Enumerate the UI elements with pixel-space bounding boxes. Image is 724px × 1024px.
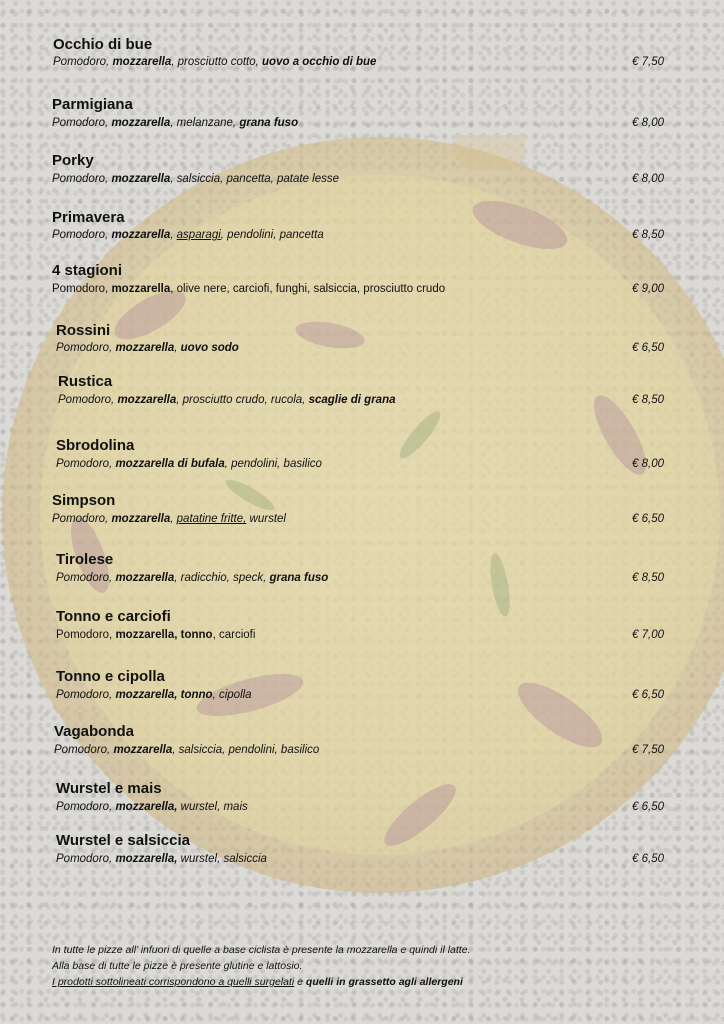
pizza-ingredients: Pomodoro, mozzarella, radicchio, speck, grana fuso — [56, 572, 329, 584]
pizza-name: Rustica — [58, 373, 113, 390]
pizza-price: € 9,00 — [632, 283, 664, 295]
pizza-name: Wurstel e mais — [56, 780, 162, 797]
allergen-notes — [52, 942, 470, 990]
pizza-name: Occhio di bue — [53, 36, 153, 53]
pizza-ingredients: Pomodoro, mozzarella, tonno, cipolla — [56, 689, 252, 701]
pizza-ingredients: Pomodoro, mozzarella di bufala, pendolini, basilico — [56, 458, 322, 470]
note-gluten: Alla base di tutte le pizze è presente glutine e lattosio. — [52, 960, 303, 972]
pizza-name: Tonno e cipolla — [56, 668, 165, 685]
pizza-price: € 8,00 — [632, 117, 664, 129]
pizza-ingredients: Pomodoro, mozzarella, wurstel, salsiccia — [56, 853, 267, 865]
pizza-price: € 8,50 — [632, 229, 664, 241]
pizza-price: € 6,50 — [632, 513, 664, 525]
pizza-price: € 8,00 — [632, 173, 664, 185]
pizza-ingredients: Pomodoro, mozzarella, uovo sodo — [56, 342, 239, 354]
pizza-ingredients: Pomodoro, mozzarella, tonno, carciofi — [56, 629, 256, 641]
pizza-name: Simpson — [52, 492, 116, 509]
pizza-name: Tirolese — [56, 551, 114, 568]
pizza-name: Porky — [52, 152, 94, 169]
pizza-ingredients: Pomodoro, mozzarella, salsiccia, pancetta, patate lesse — [52, 173, 340, 185]
pizza-price: € 8,50 — [632, 394, 664, 406]
pizza-name: Wurstel e salsiccia — [56, 832, 190, 849]
pizza-name: Primavera — [52, 209, 125, 226]
pizza-ingredients: Pomodoro, mozzarella, prosciutto crudo, rucola, scaglie di grana — [58, 394, 396, 406]
pizza-name: Rossini — [56, 322, 111, 339]
pizza-price: € 7,50 — [632, 744, 664, 756]
pizza-price: € 6,50 — [632, 342, 664, 354]
pizza-name: 4 stagioni — [52, 262, 123, 279]
pizza-price: € 6,50 — [632, 801, 664, 813]
pizza-ingredients: Pomodoro, mozzarella, asparagi, pendolini, pancetta — [52, 229, 324, 241]
pizza-price: € 7,00 — [632, 629, 664, 641]
pizza-name: Sbrodolina — [56, 437, 135, 454]
note-legend: I prodotti sottolineati corrispondono a quelli surgelati e quelli in grassetto agli allergeni — [52, 976, 463, 988]
pizza-ingredients: Pomodoro, mozzarella, melanzane, grana fuso — [52, 117, 299, 129]
pizza-price: € 8,00 — [632, 458, 664, 470]
pizza-name: Tonno e carciofi — [56, 608, 171, 625]
pizza-price: € 7,50 — [632, 56, 664, 68]
pizza-ingredients: Pomodoro, mozzarella, olive nere, carciofi, funghi, salsiccia, prosciutto crudo — [52, 283, 446, 295]
pizza-ingredients: Pomodoro, mozzarella, patatine fritte, wurstel — [52, 513, 286, 525]
pizza-price: € 8,50 — [632, 572, 664, 584]
pizza-price: € 6,50 — [632, 689, 664, 701]
pizza-name: Parmigiana — [52, 96, 133, 113]
pizza-ingredients: Pomodoro, mozzarella, salsiccia, pendolini, basilico — [54, 744, 320, 756]
note-mozzarella: In tutte le pizze all’ infuori di quelle a base ciclista è presente la mozzarella e quindi il latte. — [52, 944, 471, 956]
pizza-ingredients: Pomodoro, mozzarella, prosciutto cotto, uovo a occhio di bue — [53, 56, 377, 68]
pizza-ingredients: Pomodoro, mozzarella, wurstel, mais — [56, 801, 248, 813]
pizza-name: Vagabonda — [54, 723, 135, 740]
pizza-price: € 6,50 — [632, 853, 664, 865]
